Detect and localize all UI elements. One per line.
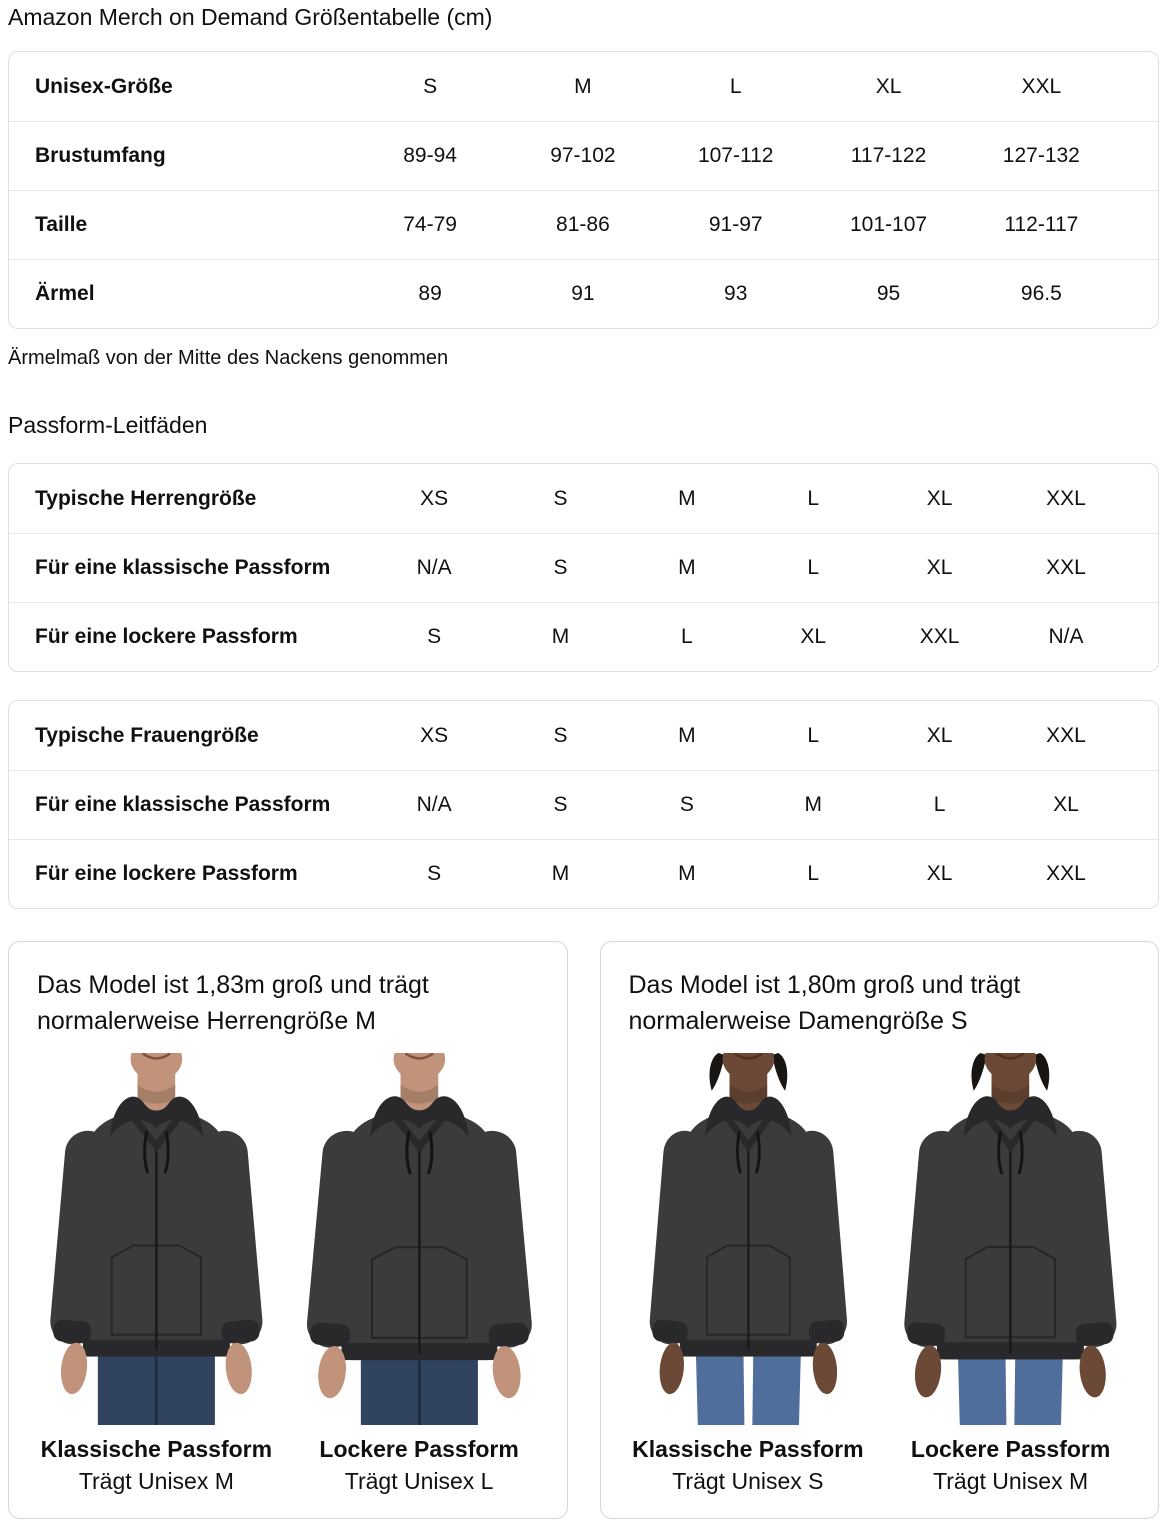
women-fit-table <box>8 700 1159 909</box>
fit-label: Lockere Passform <box>910 1436 1111 1462</box>
row-label: Brustumfang <box>35 144 166 167</box>
table-cell: XL <box>800 625 827 648</box>
table-row <box>9 259 1158 328</box>
model-figures <box>29 1053 547 1498</box>
table-row <box>9 121 1158 190</box>
row-label: Für eine lockere Passform <box>35 862 298 885</box>
model-figure-male-classic <box>29 1053 284 1498</box>
table-cell: S <box>679 793 694 816</box>
fit-label: Lockere Passform <box>319 1436 519 1462</box>
table-cell: XL <box>1053 793 1079 816</box>
fit-label: Klassische Passform <box>40 1436 273 1462</box>
table-row <box>9 533 1158 602</box>
table-cell: L <box>807 556 820 579</box>
model-photo-female-classic <box>621 1053 876 1425</box>
table-cell: 93 <box>724 282 748 305</box>
table-cell: 101-107 <box>849 213 928 236</box>
model-figure-female-classic <box>621 1053 876 1498</box>
model-photo-female-loose <box>883 1053 1138 1425</box>
model-photo-male-loose <box>292 1053 547 1425</box>
table-cell: 74-79 <box>403 213 457 236</box>
table-cell: M <box>551 862 570 885</box>
table-cell: 91 <box>571 282 595 305</box>
unisex-size-table <box>8 51 1159 329</box>
table-row <box>9 839 1158 908</box>
table-cell: XXL <box>1046 486 1086 510</box>
size-label: Trägt Unisex M <box>933 1467 1089 1494</box>
table-cell: L <box>807 486 820 510</box>
table-cell: 81-86 <box>556 213 610 236</box>
table-cell: L <box>807 723 820 747</box>
women-model-card <box>600 941 1160 1519</box>
table-cell: XL <box>875 74 902 98</box>
page-title: Amazon Merch on Demand Größentabelle (cm) <box>8 4 493 30</box>
table-row <box>9 464 1158 533</box>
size-label: Trägt Unisex M <box>78 1467 234 1494</box>
table-row <box>9 770 1158 839</box>
row-label: Typische Herrengröße <box>35 486 257 510</box>
table-row <box>9 52 1158 121</box>
table-cell: M <box>678 723 696 747</box>
table-cell: XXL <box>1046 723 1086 747</box>
table-cell: 117-122 <box>850 144 927 167</box>
table-row <box>9 701 1158 770</box>
table-cell: M <box>678 486 696 510</box>
size-label: Trägt Unisex L <box>344 1467 494 1494</box>
row-label: Für eine klassische Passform <box>35 793 331 816</box>
model-figure-male-loose <box>292 1053 547 1498</box>
table-cell: N/A <box>416 793 452 816</box>
fit-label: Klassische Passform <box>632 1436 864 1462</box>
table-cell: 91-97 <box>708 213 763 236</box>
table-cell: XXL <box>1021 74 1062 98</box>
row-label: Taille <box>35 213 88 236</box>
table-cell: XL <box>926 862 953 885</box>
table-cell: M <box>804 793 822 816</box>
men-model-card <box>8 941 568 1519</box>
table-cell: 89 <box>418 282 442 305</box>
model-figures <box>621 1053 1139 1498</box>
table-row <box>9 190 1158 259</box>
table-cell: L <box>933 793 946 816</box>
table-cell: S <box>427 625 442 648</box>
table-cell: 95 <box>876 282 901 305</box>
row-label: Für eine klassische Passform <box>35 556 331 579</box>
table-cell: M <box>678 862 696 885</box>
model-figure-female-loose <box>883 1053 1138 1498</box>
table-cell: 96.5 <box>1020 282 1062 305</box>
sleeve-measure-note: Ärmelmaß von der Mitte des Nackens genommen <box>8 347 449 369</box>
row-label: Für eine lockere Passform <box>35 625 298 648</box>
table-cell: 89-94 <box>403 144 457 167</box>
row-label: Unisex-Größe <box>35 74 173 98</box>
table-cell: S <box>553 556 568 579</box>
table-cell: S <box>427 862 442 885</box>
table-cell: S <box>553 486 568 510</box>
table-cell: XXL <box>919 625 960 648</box>
table-cell: XXL <box>1046 556 1086 579</box>
table-cell: L <box>729 74 742 98</box>
table-cell: 107-112 <box>697 144 774 167</box>
table-cell: XS <box>420 486 449 510</box>
table-cell: XL <box>926 486 953 510</box>
model-description: Das Model ist 1,80m groß und trägt normalerweise Damengröße S <box>628 971 1021 1035</box>
table-cell: M <box>551 625 570 648</box>
fit-guides-heading: Passform-Leitfäden <box>8 412 208 438</box>
table-cell: XXL <box>1046 862 1086 885</box>
table-cell: L <box>807 862 820 885</box>
table-cell: S <box>423 74 438 98</box>
table-cell: XL <box>926 556 953 579</box>
model-description: Das Model ist 1,83m groß und trägt normalerweise Herrengröße M <box>37 971 429 1035</box>
table-cell: M <box>574 74 592 98</box>
table-row <box>9 602 1158 671</box>
table-cell: L <box>681 625 693 648</box>
model-cards <box>8 941 1159 1519</box>
table-cell: 112-117 <box>1004 213 1079 236</box>
table-cell: M <box>678 556 696 579</box>
model-photo-male-classic <box>29 1053 284 1425</box>
table-cell: N/A <box>416 556 452 579</box>
men-fit-table <box>8 463 1159 672</box>
table-cell: 97-102 <box>550 144 616 167</box>
row-label: Ärmel <box>35 282 95 305</box>
table-cell: S <box>553 793 568 816</box>
table-cell: 127-132 <box>1002 144 1080 167</box>
table-cell: N/A <box>1048 625 1084 648</box>
table-cell: XS <box>420 723 449 747</box>
row-label: Typische Frauengröße <box>35 723 259 747</box>
table-cell: S <box>553 723 568 747</box>
table-cell: XL <box>926 723 953 747</box>
size-label: Trägt Unisex S <box>672 1467 824 1494</box>
